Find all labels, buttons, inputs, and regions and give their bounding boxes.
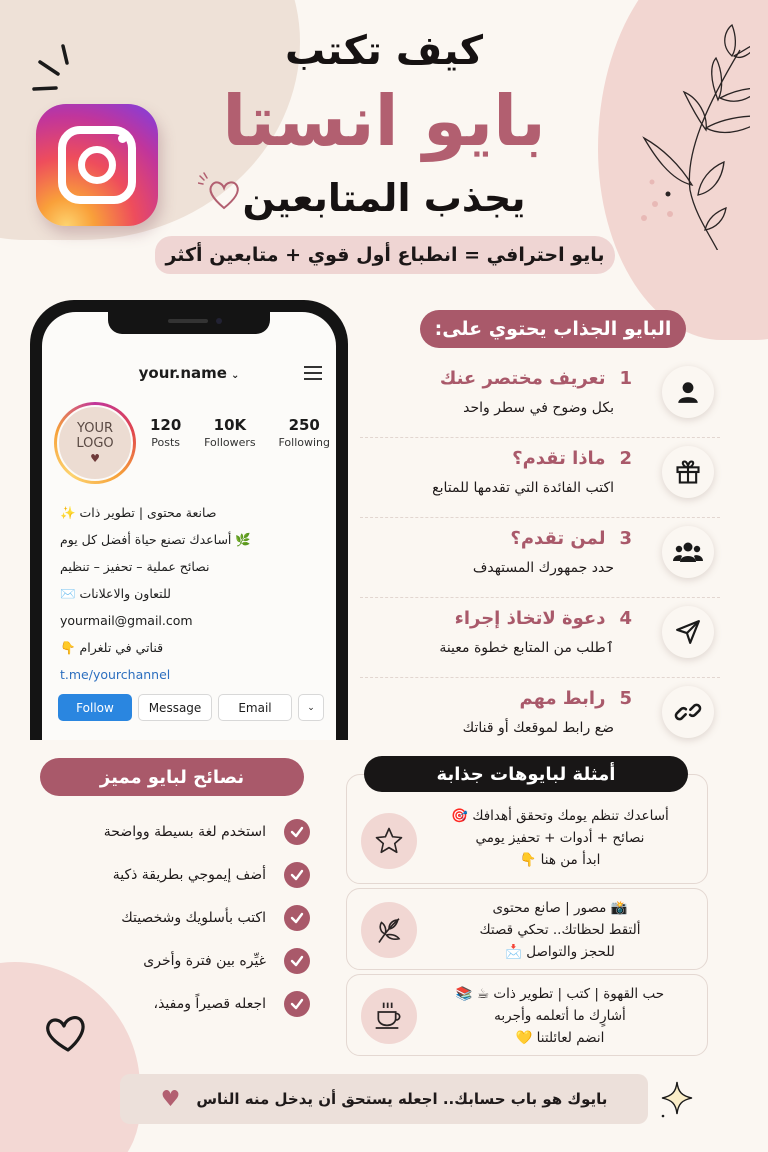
- bio-email[interactable]: yourmail@gmail.com: [60, 613, 193, 628]
- item-title: ماذا تقدم؟: [512, 448, 606, 469]
- example-line: انضم لعائلتنا 💛: [515, 1030, 605, 1046]
- profile-actions: [58, 694, 324, 721]
- gift-icon: [662, 446, 714, 498]
- stat-following[interactable]: [278, 416, 330, 449]
- item-title: لمن تقدم؟: [510, 528, 606, 549]
- footer-text: بايوك هو باب حسابك.. اجعله يستحق أن يدخل منه الناس: [196, 1090, 608, 1108]
- list-item: [360, 598, 720, 678]
- bio-line: قناتي في تلغرام 👇: [60, 640, 164, 655]
- item-number: 4: [619, 608, 632, 629]
- user-icon: [662, 366, 714, 418]
- follow-button[interactable]: Follow: [58, 694, 132, 721]
- tagline-banner: بايو احترافي = انطباع أول قوي + متابعين أكثر: [155, 236, 615, 274]
- checkmark-icon: [284, 862, 310, 888]
- hamburger-menu-icon[interactable]: [304, 366, 322, 384]
- coffee-cup-icon: [361, 988, 417, 1044]
- group-icon: [662, 526, 714, 578]
- tips-section-title: نصائح لبايو مميز: [40, 758, 304, 796]
- email-button[interactable]: Email: [218, 694, 292, 721]
- item-title: رابط مهم: [519, 688, 606, 709]
- bio-line: نصائح عملية – تحفيز – تنظيم: [60, 559, 210, 574]
- item-title: دعوة لاتخاذ إجراء: [454, 608, 606, 629]
- item-subtitle: بكل وضوح في سطر واحد: [463, 400, 614, 416]
- stat-label: Followers: [204, 436, 256, 449]
- checkmark-icon: [284, 948, 310, 974]
- tip-item: [40, 810, 310, 853]
- item-subtitle: اكتب الفائدة التي تقدمها للمتابع: [432, 480, 614, 496]
- tip-text: استخدم لغة بسيطة وواضحة: [103, 823, 266, 840]
- more-options-button[interactable]: ⌄: [298, 694, 324, 721]
- stat-value: 250: [288, 416, 320, 434]
- list-item: [360, 438, 720, 518]
- stat-posts[interactable]: [150, 416, 181, 449]
- heart-doodle-icon: [44, 1014, 88, 1054]
- checkmark-icon: [284, 905, 310, 931]
- tip-item: [40, 896, 310, 939]
- instagram-profile-screen: [42, 312, 336, 740]
- item-number: 5: [619, 688, 632, 709]
- heart-icon: ♥: [160, 1086, 181, 1112]
- stat-followers[interactable]: [204, 416, 256, 449]
- link-icon: [662, 686, 714, 738]
- example-card: [346, 888, 708, 970]
- item-number: 2: [619, 448, 632, 469]
- stat-value: 10K: [213, 416, 247, 434]
- phone-mockup: [30, 300, 348, 740]
- tip-item: [40, 939, 310, 982]
- chevron-down-icon: ⌄: [230, 370, 240, 381]
- title-line-2: بايو انستا: [222, 80, 546, 162]
- example-card: [346, 974, 708, 1056]
- tips-list: [40, 810, 310, 1025]
- example-line: حب القهوة | كتب | تطوير ذات ☕ 📚: [455, 986, 665, 1002]
- profile-bio: [60, 502, 320, 691]
- tip-text: اجعله قصيراً ومفيذ،: [153, 995, 266, 1012]
- list-item: [360, 358, 720, 438]
- username-header[interactable]: [42, 364, 336, 382]
- item-title: تعريف مختصر عنك: [439, 368, 606, 389]
- example-line: ابدأ من هنا 👇: [519, 852, 601, 868]
- title-line-3: يجذب المتابعين: [242, 176, 526, 220]
- example-line: أشارٍك ما أتعلمه وأجربه: [494, 1008, 626, 1024]
- footer-banner: [120, 1074, 648, 1124]
- list-item: [360, 678, 720, 758]
- example-line: ألتقط لحظاتك.. تحكي قصتك: [479, 922, 641, 938]
- example-line: نصائح + أدوات + تحفيز يومي: [475, 830, 645, 846]
- bio-line: صانعة محتوى | تطوير ذات ✨: [60, 505, 217, 520]
- avatar[interactable]: [54, 402, 136, 484]
- tip-text: اكتب بأسلويك وشخصيتك: [121, 909, 266, 926]
- avatar-text-line2: LOGO: [76, 435, 114, 451]
- item-subtitle: ٱطلب من المتابع خطوة معينة: [439, 640, 614, 656]
- star-icon: [361, 813, 417, 869]
- title-line-1: كيف تكتب: [284, 28, 484, 74]
- item-number: 1: [619, 368, 632, 389]
- profile-stats: [150, 416, 330, 449]
- contains-list: [360, 358, 720, 758]
- list-item: [360, 518, 720, 598]
- leaf-icon: [361, 902, 417, 958]
- heart-icon: ♥: [90, 451, 100, 465]
- example-line: للحجز والتواصل 📩: [505, 944, 615, 960]
- tip-item: [40, 853, 310, 896]
- send-icon: [662, 606, 714, 658]
- stat-value: 120: [150, 416, 182, 434]
- sparkle-icon: [660, 1080, 694, 1120]
- checkmark-icon: [284, 991, 310, 1017]
- item-subtitle: حدد جمهورك المستهدف: [472, 560, 614, 576]
- example-line: أساعدك تنظم يومك وتحقق أهدافك 🎯: [451, 808, 669, 824]
- stat-label: Posts: [151, 436, 181, 449]
- item-number: 3: [619, 528, 632, 549]
- bio-link[interactable]: t.me/yourchannel: [60, 667, 171, 682]
- checkmark-icon: [284, 819, 310, 845]
- message-button[interactable]: Message: [138, 694, 212, 721]
- examples-section-title: أمثلة لبايوهات جذابة: [364, 756, 688, 792]
- bio-line: للتعاون والاعلانات ✉️: [60, 586, 171, 601]
- stat-label: Following: [278, 436, 330, 449]
- tip-text: غيِّره بين فترة وأخرى: [143, 952, 266, 969]
- example-line: 📸 مصور | صانع محتوى: [492, 900, 628, 916]
- tip-text: أضف إيموجي بطريقة ذكية: [112, 866, 266, 883]
- username: your.name: [138, 364, 227, 382]
- bio-line: 🌿 أساعدك تصنع حياة أفضل كل يوم: [60, 532, 251, 547]
- contains-section-title: البايو الجذاب يحتوي على:: [420, 310, 686, 348]
- phone-notch: [108, 312, 270, 334]
- item-subtitle: ضع رابط لموقعك أو قناتك: [462, 720, 614, 736]
- avatar-text-line1: YOUR: [76, 420, 113, 436]
